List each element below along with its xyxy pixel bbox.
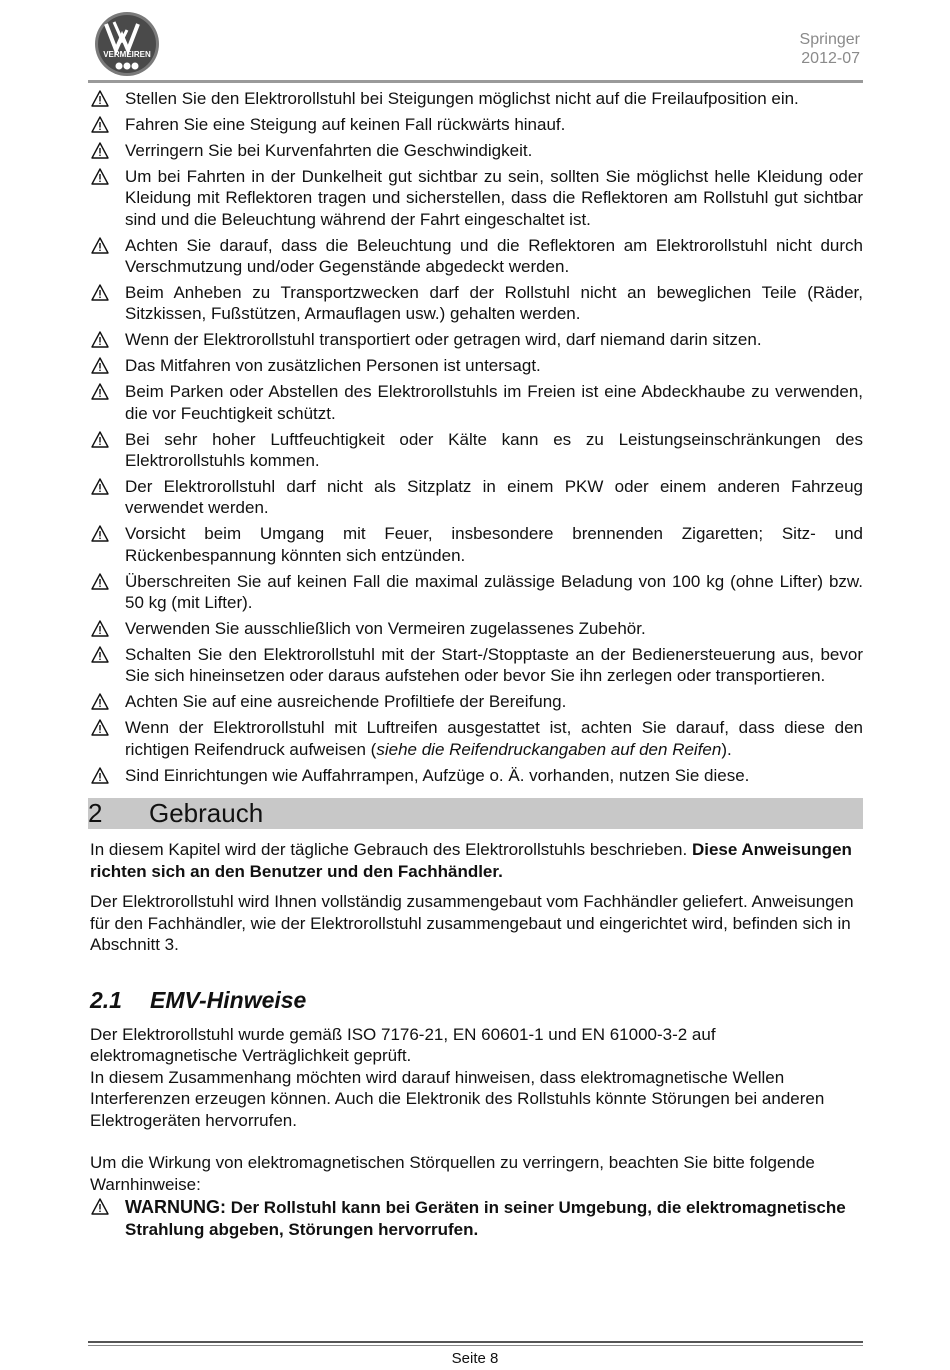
warning-triangle-icon: [91, 478, 109, 495]
warning-item: Der Elektrorollstuhl darf nicht als Sitzplatz in einem PKW oder einem anderen Fahrzeug verwendet werden.: [88, 476, 863, 519]
warning-triangle-icon: [91, 693, 109, 710]
warning-item: Schalten Sie den Elektrorollstuhl mit der Start-/Stopptaste an der Bedienersteuerung aus, bevor Sie sich hineinsetzen oder daraus aufstehen oder bevor Sie ihn zerlegen oder transportieren.: [88, 644, 863, 687]
warning-triangle-icon: [91, 620, 109, 637]
warning-triangle-icon: [91, 331, 109, 348]
emv-paragraph: Um die Wirkung von elektromagnetischen Störquellen zu verringern, beachten Sie bitte folgende Warnhinweise:: [90, 1153, 815, 1194]
emv-paragraph: In diesem Zusammenhang möchten wird darauf hinweisen, dass elektromagnetische Wellen Interferenzen erzeugen können. Auch die Elektronik des Rollstuhls könnte Störungen bei anderen Elektrogeräten hervorrufen.: [90, 1067, 825, 1130]
warning-triangle-icon: [91, 383, 109, 400]
section-number: 2: [88, 798, 103, 829]
warning-triangle-icon: [91, 142, 109, 159]
warning-triangle-icon: [91, 90, 109, 107]
intro-emphasis: Diese Anweisungen richten sich an den Benutzer und den Fachhändler.: [90, 840, 852, 881]
warning-item: Überschreiten Sie auf keinen Fall die maximal zulässige Beladung von 100 kg (ohne Lifter) bzw. 50 kg (mit Lifter).: [88, 571, 863, 614]
warning-triangle-icon: [91, 525, 109, 542]
warning-item: Fahren Sie eine Steigung auf keinen Fall rückwärts hinauf.: [88, 114, 863, 136]
subsection-title: EMV-Hinweise: [150, 986, 307, 1013]
svg-text:VERMEIREN: VERMEIREN: [103, 50, 151, 59]
warning-item: Stellen Sie den Elektrorollstuhl bei Steigungen möglichst nicht auf die Freilaufposition ein.: [88, 88, 863, 110]
warning-item-tyre-pressure: Wenn der Elektrorollstuhl mit Luftreifen ausgestattet ist, achten Sie darauf, dass diese den richtigen Reifendruck aufweisen (siehe die Reifendruckangaben auf den Reifen).: [88, 717, 863, 760]
warning-item: Achten Sie auf eine ausreichende Profiltiefe der Bereifung.: [88, 691, 863, 713]
section-heading: [88, 798, 863, 829]
vermeiren-logo: [92, 10, 162, 78]
warning-triangle-icon: [91, 719, 109, 736]
warning-item: Verwenden Sie ausschließlich von Vermeiren zugelassenes Zubehör.: [88, 618, 863, 640]
warning-item: Achten Sie darauf, dass die Beleuchtung und die Reflektoren am Elektrorollstuhl nicht durch Verschmutzung und/oder Gegenstände abgedeckt werden.: [88, 235, 863, 278]
warning-triangle-icon: [91, 237, 109, 254]
warning-item: Beim Anheben zu Transportzwecken darf der Rollstuhl nicht an beweglichen Teile (Räder, Sitzkissen, Fußstützen, Armauflagen usw.) gehalten werden.: [88, 282, 863, 325]
footer-divider-thin: [88, 1345, 863, 1346]
emv-paragraph: Der Elektrorollstuhl wurde gemäß ISO 7176-21, EN 60601-1 und EN 61000-3-2 auf elektromagnetische Verträglichkeit geprüft.: [90, 1024, 716, 1066]
warning-item: Das Mitfahren von zusätzlichen Personen ist untersagt.: [88, 355, 863, 377]
warning-triangle-icon: [91, 573, 109, 590]
warning-triangle-icon: [91, 767, 109, 784]
tyre-reference: siehe die Reifendruckangaben auf den Reifen: [376, 739, 722, 759]
warning-item: Bei sehr hoher Luftfeuchtigkeit oder Kälte kann es zu Leistungseinschränkungen des Elektrorollstuhls kommen.: [88, 429, 863, 472]
header-divider: [88, 80, 863, 83]
warning-item: Um bei Fahrten in der Dunkelheit gut sichtbar zu sein, sollten Sie möglichst helle Kleidung oder Kleidung mit Reflektoren tragen und sicherstellen, dass die Reflektoren am Rollstuhl gut sichtbar sind und die Beleuchtung während der Fahrt eingeschaltet ist.: [88, 166, 863, 231]
warning-triangle-icon: [91, 431, 109, 448]
document-date: 2012-07: [801, 50, 860, 67]
warning-list: [88, 88, 863, 786]
warning-triangle-icon: [91, 646, 109, 663]
warning-label: WARNUNG:: [125, 1197, 226, 1218]
section-title: Gebrauch: [149, 798, 264, 829]
warning-triangle-icon: [91, 284, 109, 301]
footer-divider: [88, 1341, 863, 1343]
warning-item: Wenn der Elektrorollstuhl transportiert oder getragen wird, darf niemand darin sitzen.: [88, 329, 863, 351]
document-meta: [800, 30, 860, 68]
section-paragraph: Der Elektrorollstuhl wird Ihnen vollständig zusammengebaut vom Fachhändler geliefert. Anweisungen für den Fachhändler, wie der Elektrorollstuhl zusammengebaut und eingerichtet wird, befinden sich in Abschnitt 3.: [90, 892, 854, 955]
warning-item: Beim Parken oder Abstellen des Elektrorollstuhls im Freien ist eine Abdeckhaube zu verwenden, die vor Feuchtigkeit schützt.: [88, 381, 863, 424]
warning-triangle-icon: [91, 168, 109, 185]
emv-warning: WARNUNG: Der Rollstuhl kann bei Geräten in seiner Umgebung, die elektromagnetische Strahlung abgeben, Störungen hervorrufen.: [88, 1196, 863, 1241]
page-header: [0, 0, 950, 86]
section-intro: In diesem Kapitel wird der tägliche Gebrauch des Elektrorollstuhls beschrieben. Diese Anweisungen richten sich an den Benutzer und den Fachhändler.: [90, 840, 852, 881]
warning-triangle-icon: [91, 1198, 109, 1215]
warning-item-ramps: Sind Einrichtungen wie Auffahrrampen, Aufzüge o. Ä. vorhanden, nutzen Sie diese.: [88, 765, 863, 787]
page-content: [88, 88, 863, 1241]
warning-triangle-icon: [91, 357, 109, 374]
model-name: Springer: [799, 31, 860, 48]
warning-item: Vorsicht beim Umgang mit Feuer, insbesondere brennenden Zigaretten; Sitz- und Rückenbespannung könnten sich entzünden.: [88, 523, 863, 566]
subsection-number: 2.1: [90, 986, 122, 1013]
page-number: Seite 8: [451, 1350, 499, 1367]
subsection-heading: [88, 986, 863, 1014]
warning-item: Verringern Sie bei Kurvenfahrten die Geschwindigkeit.: [88, 140, 863, 162]
warning-triangle-icon: [91, 116, 109, 133]
